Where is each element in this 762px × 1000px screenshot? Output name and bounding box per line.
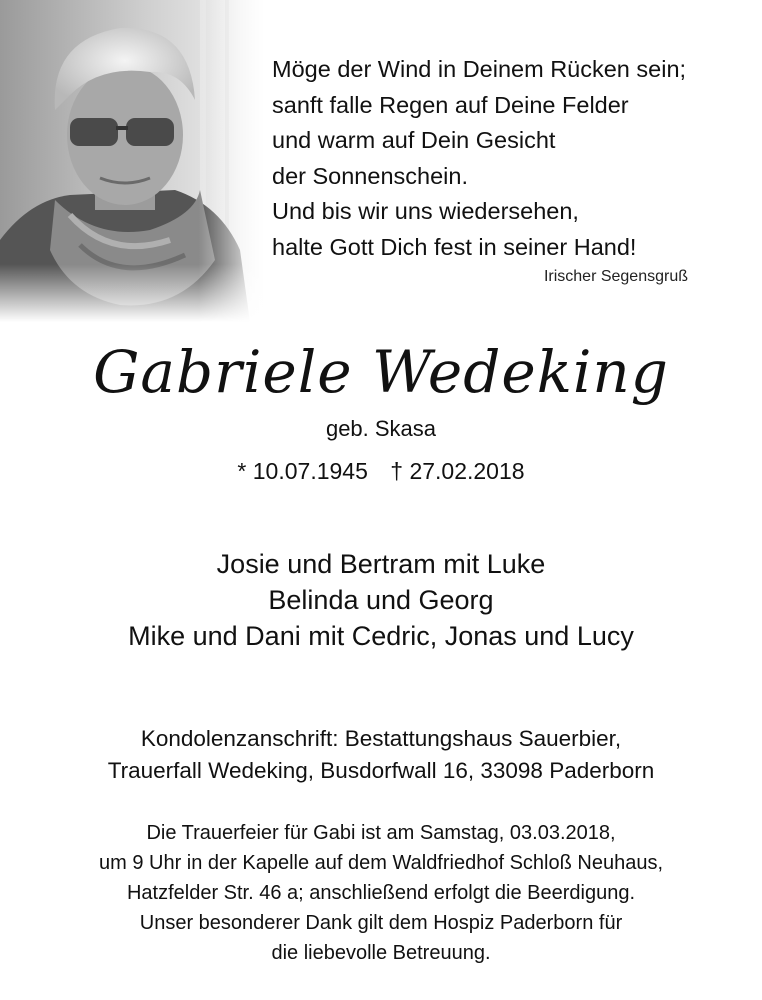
service-line: die liebevolle Betreuung.: [271, 942, 491, 964]
poem-line: Und bis wir uns wiedersehen,: [272, 198, 579, 224]
poem: [272, 52, 742, 265]
address-line: Kondolenzanschrift: Bestattungshaus Sauerbier,: [140, 726, 622, 751]
birth-date: * 10.07.1945: [237, 458, 368, 484]
family-line: Josie und Bertram mit Luke: [216, 549, 546, 579]
portrait-photo: [0, 0, 265, 322]
family-line: Belinda und Georg: [268, 585, 494, 615]
poem-source: Irischer Segensgruß: [543, 268, 688, 285]
service-line: Die Trauerfeier für Gabi ist am Samstag, 03.03.2018,: [146, 822, 616, 844]
service-info: [0, 818, 762, 968]
service-line: um 9 Uhr in der Kapelle auf dem Waldfriedhof Schloß Neuhaus,: [99, 852, 663, 874]
poem-line: Möge der Wind in Deinem Rücken sein;: [272, 56, 687, 82]
family-list: [0, 546, 762, 654]
poem-line: halte Gott Dich fest in seiner Hand!: [272, 233, 637, 260]
family-line: Mike und Dani mit Cedric, Jonas und Lucy: [128, 621, 634, 651]
service-line: Hatzfelder Str. 46 a; anschließend erfolgt die Beerdigung.: [126, 882, 636, 904]
life-dates: [0, 458, 762, 485]
service-line: Unser besonderer Dank gilt dem Hospiz Paderborn für: [139, 912, 623, 934]
condolence-address: [0, 723, 762, 787]
poem-line: sanft falle Regen auf Deine Felder: [272, 91, 629, 118]
maiden-name: geb. Skasa: [325, 416, 437, 441]
address-line: Trauerfall Wedeking, Busdorfwall 16, 33098 Paderborn: [107, 758, 655, 783]
death-date: † 27.02.2018: [390, 458, 525, 484]
poem-line: und warm auf Dein Gesicht: [272, 127, 556, 153]
deceased-name: Gabriele Wedeking: [93, 338, 669, 406]
poem-line: der Sonnenschein.: [272, 162, 468, 189]
